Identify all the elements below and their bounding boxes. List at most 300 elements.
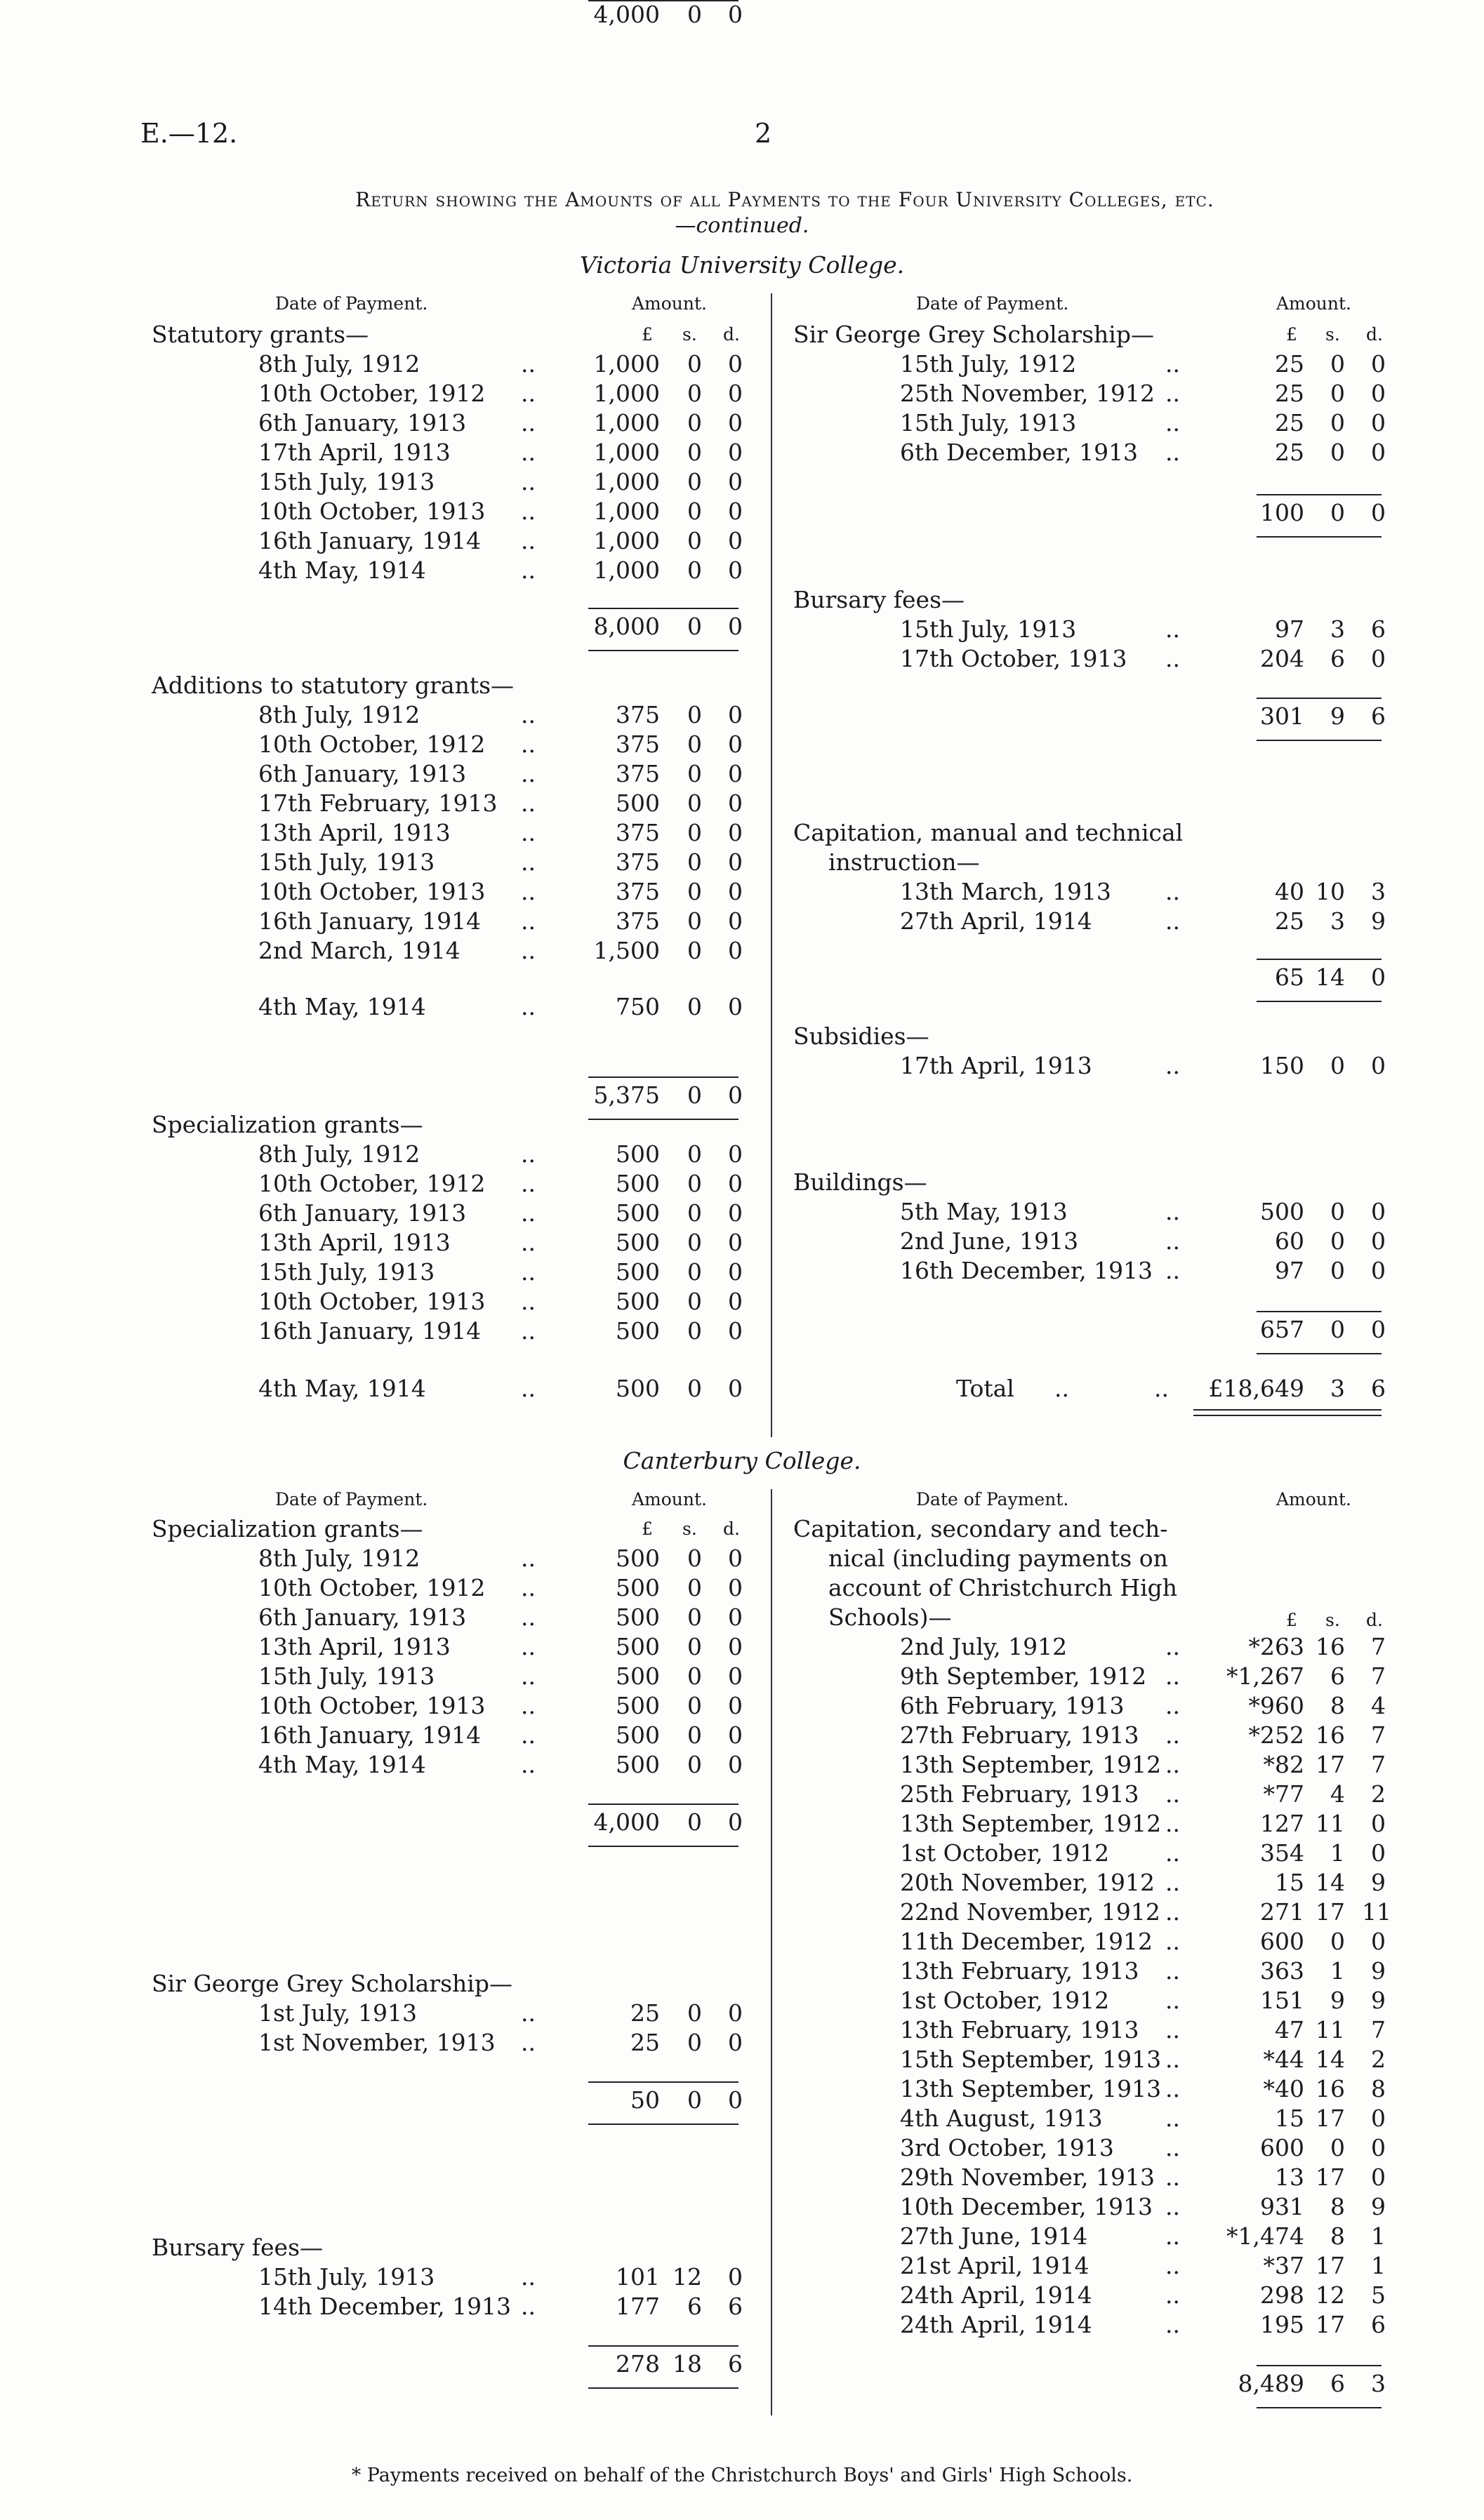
sum-rule (1257, 698, 1382, 699)
payment-date: 27th February, 1913 (900, 1721, 1139, 1749)
payment-pence: 0 (728, 789, 743, 817)
subtotal-pounds: 4,000 (593, 1, 660, 28)
leader-dots: .. (1165, 2252, 1180, 2279)
leader-dots: .. (1165, 1957, 1180, 1985)
grand-total-shillings: 3 (1330, 1375, 1345, 1402)
payment-row (0, 1691, 1484, 1721)
payment-date: 17th October, 1913 (900, 645, 1127, 672)
leader-dots: .. (521, 1170, 536, 1197)
leader-dots: .. (1165, 2311, 1180, 2338)
payment-pence: 1 (1371, 2222, 1386, 2250)
payment-pounds: 500 (616, 1574, 660, 1601)
pounds-unit: £ (1286, 324, 1297, 345)
payment-pounds: 750 (616, 993, 660, 1020)
leader-dots: .. (521, 439, 536, 466)
payment-pence: 0 (728, 556, 743, 584)
subtotal-row (0, 498, 1484, 528)
payment-shillings: 0 (687, 1662, 702, 1690)
payment-pence: 2 (1371, 2046, 1386, 2073)
payment-pence: 7 (1371, 1633, 1386, 1660)
payment-shillings: 0 (1330, 409, 1345, 436)
payment-pence: 0 (728, 1317, 743, 1345)
leader-dots: .. (521, 1751, 536, 1778)
payment-date: 10th October, 1913 (258, 498, 486, 525)
leader-dots: .. (1165, 1227, 1180, 1255)
payment-pence: 0 (728, 1662, 743, 1690)
leader-dots: .. (521, 878, 536, 905)
payment-date: 11th December, 1912 (900, 1928, 1153, 1955)
payment-date: 8th July, 1912 (258, 1545, 420, 1572)
payment-pence: 0 (1371, 1839, 1386, 1867)
leader-dots: .. (1165, 1721, 1180, 1749)
payment-date: 13th September, 1912 (900, 1810, 1162, 1837)
subtotal-row (0, 1081, 1484, 1110)
payment-row (0, 877, 1484, 907)
payment-pence: 0 (728, 350, 743, 378)
payment-row (0, 1809, 1484, 1839)
payment-row (0, 438, 1484, 467)
payment-pounds: *263 (1248, 1633, 1304, 1660)
payment-pence: 0 (728, 878, 743, 905)
page-subtitle: —continued. (675, 213, 809, 238)
payment-pounds: 500 (616, 789, 660, 817)
payment-row (0, 1140, 1484, 1169)
grand-total-pounds: £18,649 (1208, 1375, 1304, 1402)
double-rule (1193, 1409, 1382, 1411)
subtotal-shillings: 0 (687, 1, 702, 28)
payment-pence: 0 (728, 993, 743, 1020)
payment-pence: 0 (728, 1258, 743, 1286)
payment-pence: 0 (728, 2029, 743, 2056)
payment-shillings: 0 (687, 468, 702, 495)
subtotal-pence: 6 (1371, 702, 1386, 730)
payment-pounds: 500 (616, 1317, 660, 1345)
payment-pounds: 375 (616, 760, 660, 787)
victoria-amount-header-left: Amount. (632, 293, 708, 314)
payment-pounds: 13 (1275, 2164, 1304, 2191)
payment-pence: 0 (728, 1999, 743, 2027)
payment-row (0, 1227, 1484, 1256)
payment-date: 8th July, 1912 (258, 701, 420, 728)
leader-dots: .. (521, 1574, 536, 1601)
leader-dots: .. (1165, 2046, 1180, 2073)
payment-shillings: 0 (687, 1170, 702, 1197)
payment-pounds: *1,474 (1226, 2222, 1304, 2250)
payment-pounds: 271 (1260, 1898, 1304, 1926)
payment-pounds: 47 (1275, 2016, 1304, 2044)
leader-dots: .. (521, 819, 536, 846)
payment-shillings: 0 (1330, 1198, 1345, 1225)
payment-row (0, 1573, 1484, 1603)
leader-dots: .. (1165, 645, 1180, 672)
payment-pence: 9 (1371, 907, 1386, 935)
payment-pence: 1 (1371, 2252, 1386, 2279)
payment-pence: 0 (728, 498, 743, 525)
sum-rule (1257, 959, 1382, 960)
leader-dots: .. (521, 1199, 536, 1227)
leader-dots: .. (1165, 380, 1180, 407)
payment-pounds: 931 (1260, 2193, 1304, 2220)
payment-pence: 0 (1371, 439, 1386, 466)
payment-shillings: 0 (1330, 380, 1345, 407)
payment-date: 1st July, 1913 (258, 1999, 417, 2027)
payment-pounds: 375 (616, 731, 660, 758)
payment-row (0, 1839, 1484, 1868)
payment-pounds: 500 (616, 1751, 660, 1778)
payment-date: 15th July, 1913 (258, 2263, 435, 2291)
payment-date: 27th April, 1914 (900, 907, 1092, 935)
payment-pounds: 500 (616, 1170, 660, 1197)
payment-row (0, 2251, 1484, 2281)
leader-dots: .. (521, 1633, 536, 1660)
leader-dots: .. (521, 1317, 536, 1345)
payment-row (0, 1632, 1484, 1662)
payment-pounds: 375 (616, 819, 660, 846)
payment-row (0, 1956, 1484, 1986)
canterbury-amount-header-right: Amount. (1276, 1489, 1352, 1509)
grand-total-row (0, 1374, 1484, 1404)
payment-date: 10th October, 1913 (258, 1288, 486, 1315)
leader-dots: .. (521, 1258, 536, 1286)
subtotal-pence: 0 (728, 2086, 743, 2114)
payment-date: 6th January, 1913 (258, 760, 467, 787)
payment-date: 10th October, 1912 (258, 731, 486, 758)
subtotal-shillings: 9 (1330, 702, 1345, 730)
pounds-unit: £ (1286, 1610, 1297, 1630)
payment-pounds: 500 (616, 1199, 660, 1227)
payment-shillings: 11 (1316, 2016, 1345, 2044)
payment-date: 25th February, 1913 (900, 1780, 1139, 1808)
section-heading: Sir George Grey Scholarship— (152, 1970, 512, 1997)
payment-pounds: 500 (616, 1604, 660, 1631)
payment-pence: 0 (1371, 2105, 1386, 2132)
footnote: * Payments received on behalf of the Christchurch Boys' and Girls' High Schools. (351, 2465, 1133, 2486)
leader-dots: .. (1165, 1692, 1180, 1719)
payment-shillings: 6 (1330, 1662, 1345, 1690)
leader-dots: .. (521, 2263, 536, 2291)
payment-pounds: 1,000 (593, 498, 660, 525)
payment-row (0, 2163, 1484, 2192)
payment-date: 16th January, 1914 (258, 907, 482, 935)
payment-shillings: 0 (687, 409, 702, 436)
section-heading: Sir George Grey Scholarship— (793, 321, 1154, 348)
payment-pounds: 151 (1260, 1987, 1304, 2014)
payment-shillings: 16 (1316, 2075, 1345, 2102)
payment-pence: 0 (728, 1692, 743, 1719)
payment-row (0, 1197, 1484, 1227)
payment-pounds: 500 (616, 1288, 660, 1315)
payment-shillings: 10 (1316, 878, 1345, 905)
subtotal-pence: 0 (728, 1, 743, 28)
subtotal-row (0, 1315, 1484, 1345)
payment-pence: 8 (1371, 2075, 1386, 2102)
leader-dots: .. (521, 993, 536, 1020)
payment-pence: 2 (1371, 1780, 1386, 1808)
leader-dots: .. (521, 556, 536, 584)
payment-pence: 7 (1371, 1751, 1386, 1778)
payment-pence: 11 (1362, 1898, 1391, 1926)
payment-pence: 5 (1371, 2281, 1386, 2309)
payment-shillings: 0 (687, 993, 702, 1020)
leader-dots: .. (1154, 1375, 1169, 1402)
payment-shillings: 0 (687, 878, 702, 905)
payment-shillings: 0 (1330, 1227, 1345, 1255)
payment-shillings: 9 (1330, 1987, 1345, 2014)
payment-pence: 0 (728, 1140, 743, 1168)
payment-date: 10th October, 1912 (258, 380, 486, 407)
subtotal-pence: 0 (728, 1081, 743, 1109)
sum-rule (1257, 740, 1382, 741)
payment-pence: 0 (728, 527, 743, 554)
leader-dots: .. (521, 498, 536, 525)
payment-shillings: 1 (1330, 1839, 1345, 1867)
payment-row (0, 1256, 1484, 1286)
leader-dots: .. (521, 937, 536, 964)
payment-date: 15th July, 1913 (258, 1258, 435, 1286)
canterbury-date-header-right: Date of Payment. (916, 1489, 1069, 1509)
payment-row (0, 349, 1484, 379)
payment-shillings: 12 (1316, 2281, 1345, 2309)
payment-pence: 0 (728, 1574, 743, 1601)
victoria-date-header-left: Date of Payment. (275, 293, 428, 314)
leader-dots: .. (1165, 1633, 1180, 1660)
payment-pounds: 500 (616, 1692, 660, 1719)
payment-date: 9th September, 1912 (900, 1662, 1147, 1690)
payment-date: 6th December, 1913 (900, 439, 1139, 466)
leader-dots: .. (1165, 1052, 1180, 1079)
payment-pounds: 375 (616, 907, 660, 935)
payment-date: 13th April, 1913 (258, 819, 451, 846)
leader-dots: .. (1165, 409, 1180, 436)
payment-row (0, 2281, 1484, 2310)
payment-date: 1st November, 1913 (258, 2029, 496, 2056)
payment-row (0, 1927, 1484, 1956)
payment-date: 8th July, 1912 (258, 350, 420, 378)
subtotal-pence: 0 (1371, 499, 1386, 526)
grand-total-pence: 6 (1371, 1375, 1386, 1402)
payment-pounds: 150 (1260, 1052, 1304, 1079)
payment-pounds: 101 (616, 2263, 660, 2291)
payment-shillings: 0 (687, 556, 702, 584)
section-heading: Subsidies— (793, 1022, 929, 1050)
leader-dots: .. (1165, 615, 1180, 643)
payment-pence: 0 (1371, 409, 1386, 436)
leader-dots: .. (1165, 2164, 1180, 2191)
payment-shillings: 14 (1316, 1869, 1345, 1896)
payment-pounds: 25 (630, 1999, 660, 2027)
payment-pounds: 1,500 (593, 937, 660, 964)
payment-row (0, 1169, 1484, 1199)
leader-dots: .. (521, 907, 536, 935)
payment-date: 6th February, 1913 (900, 1692, 1125, 1719)
payment-pence: 6 (728, 2293, 743, 2320)
subtotal-row (0, 702, 1484, 731)
payment-date: 10th October, 1913 (258, 878, 486, 905)
payment-pence: 0 (728, 468, 743, 495)
payment-row (0, 848, 1484, 877)
section-heading: Schools)— (828, 1604, 952, 1631)
payment-pence: 0 (1371, 645, 1386, 672)
payment-date: 4th May, 1914 (258, 1375, 426, 1402)
payment-shillings: 0 (687, 1574, 702, 1601)
payment-date: 16th January, 1914 (258, 1721, 482, 1749)
payment-pounds: 60 (1275, 1227, 1304, 1255)
payment-row (0, 789, 1484, 818)
payment-date: 27th June, 1914 (900, 2222, 1088, 2250)
payment-pence: 0 (1371, 1257, 1386, 1284)
pence-unit: d. (1366, 324, 1383, 345)
leader-dots: .. (1165, 2134, 1180, 2161)
payment-pence: 0 (728, 1604, 743, 1631)
payment-row (0, 992, 1484, 1022)
payment-date: 1st October, 1912 (900, 1987, 1110, 2014)
subtotal-pence: 0 (728, 613, 743, 640)
payment-shillings: 0 (687, 1229, 702, 1256)
canterbury-amount-header-left: Amount. (632, 1489, 708, 1509)
page-number: 2 (755, 118, 772, 149)
payment-shillings: 6 (687, 2293, 702, 2320)
payment-pence: 0 (728, 439, 743, 466)
payment-date: 1st October, 1912 (900, 1839, 1110, 1867)
payment-row (0, 556, 1484, 585)
payment-shillings: 0 (687, 1258, 702, 1286)
payment-shillings: 14 (1316, 2046, 1345, 2073)
payment-shillings: 0 (1330, 1052, 1345, 1079)
payment-shillings: 0 (687, 1721, 702, 1749)
payment-shillings: 0 (687, 527, 702, 554)
leader-dots: .. (1165, 2193, 1180, 2220)
payment-date: 15th July, 1912 (900, 350, 1077, 378)
payment-row (0, 1051, 1484, 1081)
payment-date: 17th April, 1913 (900, 1052, 1092, 1079)
section-heading: Additions to statutory grants— (152, 672, 515, 699)
payment-pence: 0 (728, 701, 743, 728)
pounds-unit: £ (642, 324, 653, 345)
leader-dots: .. (1165, 1810, 1180, 1837)
payment-pounds: 1,000 (593, 380, 660, 407)
shillings-unit: s. (1325, 324, 1340, 345)
subtotal-pounds: 5,375 (593, 1081, 660, 1109)
payment-date: 15th July, 1913 (900, 615, 1077, 643)
victoria-date-header-right: Date of Payment. (916, 293, 1069, 314)
sum-rule (1257, 1001, 1382, 1002)
subtotal-shillings: 0 (687, 2086, 702, 2114)
payment-date: 16th December, 1913 (900, 1257, 1153, 1284)
leader-dots: .. (521, 1692, 536, 1719)
payment-shillings: 0 (687, 907, 702, 935)
payment-pounds: 195 (1260, 2311, 1304, 2338)
payment-pounds: 127 (1260, 1810, 1304, 1837)
payment-date: 15th July, 1913 (258, 848, 435, 876)
payment-pounds: 500 (616, 1721, 660, 1749)
payment-shillings: 0 (687, 701, 702, 728)
sum-rule (1257, 494, 1382, 495)
payment-row (0, 1603, 1484, 1632)
payment-pounds: 375 (616, 701, 660, 728)
payment-pounds: 600 (1260, 2134, 1304, 2161)
section-heading: Capitation, manual and technical (793, 819, 1184, 846)
payment-pence: 0 (728, 1633, 743, 1660)
payment-pounds: 375 (616, 848, 660, 876)
victoria-column-divider (771, 293, 772, 1437)
payment-date: 10th December, 1913 (900, 2193, 1153, 2220)
subtotal-shillings: 0 (1330, 1316, 1345, 1343)
payment-pounds: 1,000 (593, 439, 660, 466)
payment-date: 6th January, 1913 (258, 1199, 467, 1227)
payment-pence: 0 (728, 1229, 743, 1256)
subtotal-pence: 0 (728, 1808, 743, 1836)
payment-pounds: 15 (1275, 2105, 1304, 2132)
payment-shillings: 0 (687, 819, 702, 846)
payment-date: 4th May, 1914 (258, 556, 426, 584)
shillings-unit: s. (1325, 1610, 1340, 1630)
leader-dots: .. (1165, 1839, 1180, 1867)
payment-pounds: 177 (616, 2293, 660, 2320)
payment-date: 29th November, 1913 (900, 2164, 1155, 2191)
sum-rule (1257, 2407, 1382, 2408)
payment-date: 13th February, 1913 (900, 1957, 1139, 1985)
payment-row (0, 2045, 1484, 2074)
subtotal-pence: 0 (1371, 1316, 1386, 1343)
payment-date: 14th December, 1913 (258, 2293, 512, 2320)
double-rule (1193, 1415, 1382, 1416)
section-heading: account of Christchurch High (828, 1574, 1178, 1601)
payment-pounds: 97 (1275, 1257, 1304, 1284)
payment-shillings: 3 (1330, 615, 1345, 643)
payment-shillings: 8 (1330, 1692, 1345, 1719)
victoria-amount-header-right: Amount. (1276, 293, 1352, 314)
page-title: Return showing the Amounts of all Payments to the Four University Colleges, etc. (355, 188, 1214, 211)
payment-row (0, 1868, 1484, 1898)
payment-pence: 0 (1371, 2164, 1386, 2191)
subtotal-shillings: 0 (1330, 499, 1345, 526)
payment-pounds: 1,000 (593, 468, 660, 495)
leader-dots: .. (521, 409, 536, 436)
payment-shillings: 0 (687, 380, 702, 407)
payment-pounds: 298 (1260, 2281, 1304, 2309)
payment-date: 13th February, 1913 (900, 2016, 1139, 2044)
payment-pounds: 25 (1275, 350, 1304, 378)
payment-pence: 7 (1371, 1662, 1386, 1690)
payment-pounds: 25 (1275, 380, 1304, 407)
payment-date: 25th November, 1912 (900, 380, 1155, 407)
subtotal-pounds: 657 (1260, 1316, 1304, 1343)
payment-pounds: 1,000 (593, 350, 660, 378)
payment-shillings: 0 (1330, 350, 1345, 378)
payment-pounds: *77 (1263, 1780, 1304, 1808)
payment-shillings: 0 (687, 2029, 702, 2056)
payment-row (0, 644, 1484, 674)
payment-row (0, 467, 1484, 497)
leader-dots: .. (1165, 2075, 1180, 2102)
payment-row (0, 408, 1484, 438)
payment-date: 22nd November, 1912 (900, 1898, 1160, 1926)
payment-pence: 0 (728, 848, 743, 876)
section-heading-continued: instruction— (828, 848, 980, 876)
leader-dots: .. (521, 848, 536, 876)
canterbury-date-header-left: Date of Payment. (275, 1489, 428, 1509)
payment-pence: 0 (728, 1288, 743, 1315)
subtotal-pounds: 4,000 (593, 1808, 660, 1836)
payment-row (0, 2310, 1484, 2340)
pence-unit: d. (1366, 1610, 1383, 1630)
subtotal-pence: 6 (728, 2350, 743, 2378)
payment-date: 24th April, 1914 (900, 2311, 1092, 2338)
payment-pounds: 500 (616, 1545, 660, 1572)
payment-pence: 0 (728, 1545, 743, 1572)
leader-dots: .. (521, 1545, 536, 1572)
leader-dots: .. (1165, 350, 1180, 378)
